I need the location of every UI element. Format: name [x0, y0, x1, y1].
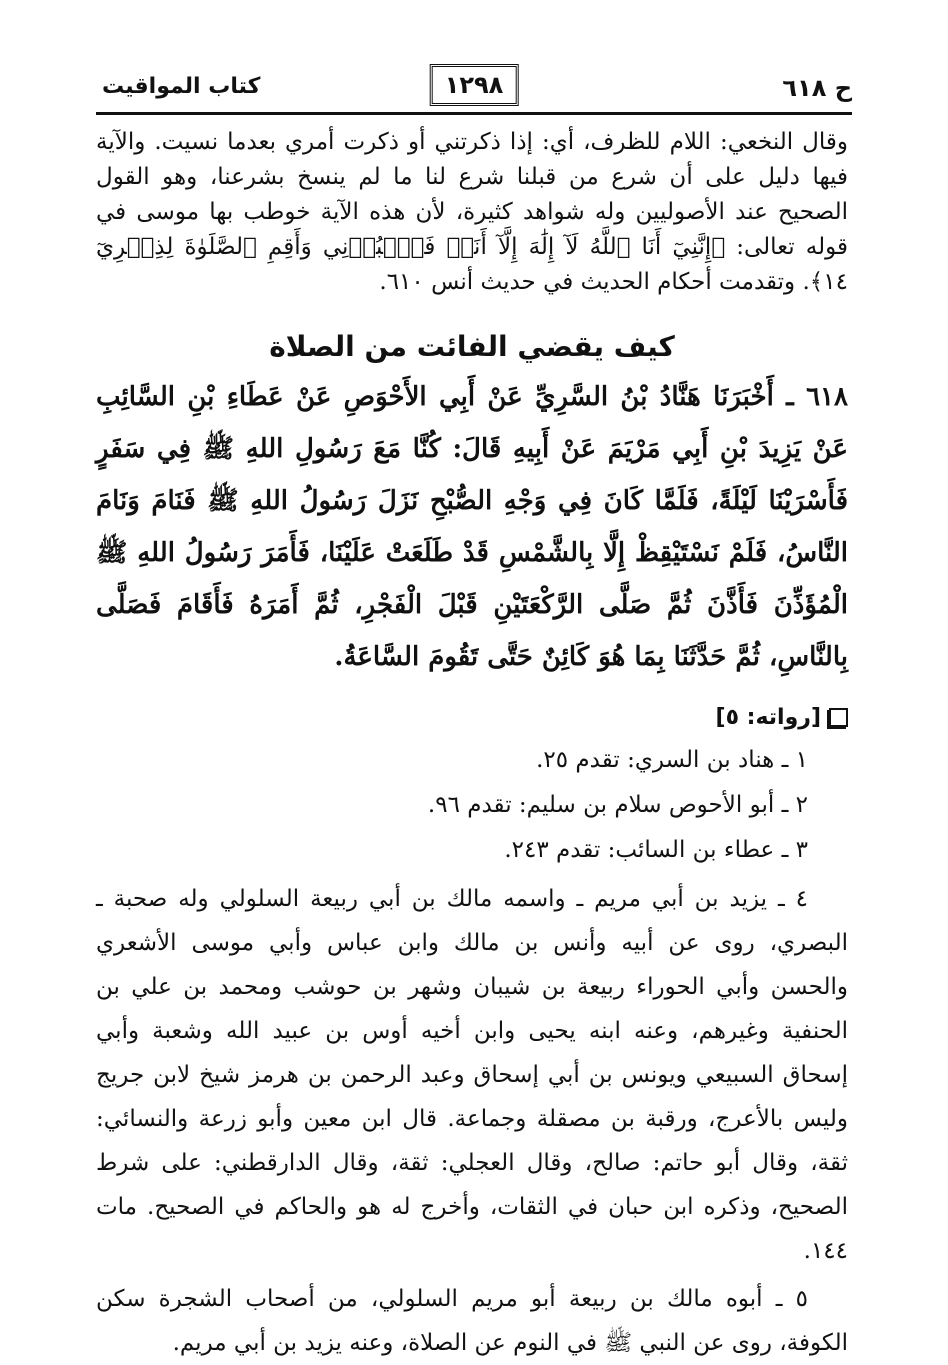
narrator-item: ٣ ـ عطاء بن السائب: تقدم ٢٤٣.	[504, 837, 808, 863]
hadith-text-block	[96, 371, 848, 683]
narrator-item-4: ٤ ـ يزيد بن أبي مريم ـ واسمه مالك بن أبي ربيعة السلولي وله صحبة ـ البصري، روى عن أبيه وأنس بن مالك وابن عباس وأبي موسى الأشعري والحسن وأبي الحوراء ربيعة بن شيبان وشهر بن حوشب ومحمد بن علي بن الحنفية وغيرهم، وعنه ابنه يحيى وابن أخيه أوس بن عبيد الله وشعبة وأبي إسحاق السبيعي ويونس بن أبي إسحاق وعبد الرحمن بن هرمز شيخ لابن جريج وليس بالأعرج، ورقبة بن مصقلة وجماعة. قال ابن معين وأبو زرعة والنسائي: ثقة، وقال أبو حاتم: صالح، وقال العجلي: ثقة، وقال الدارقطني: على شرط الصحيح، وذكره ابن حبان في الثقات، وأخرج له هو والحاكم في الصحيح. مات ١٤٤.	[96, 886, 848, 1264]
narrators-heading-label: [رواته: ٥]	[715, 705, 821, 730]
hadith-text: أَخْبَرَنَا هَنَّادُ بْنُ السَّرِيِّ عَنْ أَبِي الأَحْوَصِ عَنْ عَطَاءِ بْنِ السَّائِبِ عَنْ يَزِيدَ بْنِ أَبِي مَرْيَمَ عَنْ أَبِيهِ قَالَ: كُنَّا مَعَ رَسُولِ اللهِ ﷺ فِي سَفَرٍ فَأَسْرَيْنَا لَيْلَةً، فَلَمَّا كَانَ فِي وَجْهِ الصُّبْحِ نَزَلَ رَسُولُ اللهِ ﷺ فَنَامَ وَنَامَ النَّاسُ، فَلَمْ نَسْتَيْقِظْ إِلَّا بِالشَّمْسِ قَدْ طَلَعَتْ عَلَيْنَا، فَأَمَرَ رَسُولُ اللهِ ﷺ الْمُؤَذِّنَ فَأَذَّنَ ثُمَّ صَلَّى الرَّكْعَتَيْنِ قَبْلَ الْفَجْرِ، ثُمَّ أَمَرَهُ فَأَقَامَ فَصَلَّى بِالنَّاسِ، ثُمَّ حَدَّثَنَا بِمَا هُوَ كَائِنٌ حَتَّى تَقُومَ السَّاعَةُ.	[96, 382, 848, 672]
narrators-heading	[96, 705, 848, 730]
book-title: كتاب المواقيت	[102, 74, 261, 99]
square-bullet-icon	[829, 708, 848, 727]
intro-paragraph: وقال النخعي: اللام للظرف، أي: إذا ذكرتني أو ذكرت أمري بعدما نسيت. والآية فيها دليل على أن شرع من قبلنا شرع لنا ما لم ينسخ بشرعنا، وهو القول الصحيح عند الأصوليين وله شواهد كثيرة، لأن هذه الآية خوطب بها موسى في قوله تعالى: ﴿إِنَّنِيٓ أَنَا ٱللَّهُ لَآ إِلَٰهَ إِلَّآ أَنَا۠ فَٱعۡبُدۡنِي وَأَقِمِ ٱلصَّلَوٰةَ لِذِكۡرِيٓ ١٤﴾. وتقدمت أحكام الحديث في حديث أنس ٦١٠.	[96, 129, 848, 295]
page-content	[96, 125, 848, 1365]
hadith-number: ٦١٨ ـ	[786, 382, 848, 412]
narrator-item-5: ٥ ـ أبوه مالك بن ربيعة أبو مريم السلولي، من أصحاب الشجرة سكن الكوفة، روى عن النبي ﷺ في النوم عن الصلاة، وعنه يزيد بن أبي مريم.	[96, 1286, 848, 1356]
hadith-range-ref: ح ٦١٨	[782, 74, 852, 102]
narrator-item: ١ ـ هناد بن السري: تقدم ٢٥.	[536, 747, 808, 773]
narrator-item: ٢ ـ أبو الأحوص سلام بن سليم: تقدم ٩٦.	[427, 792, 808, 818]
section-title: كيف يقضي الفائت من الصلاة	[269, 330, 675, 363]
page-header	[96, 60, 852, 120]
page-number: ١٢٩٨	[430, 64, 519, 106]
header-rule	[96, 112, 852, 115]
